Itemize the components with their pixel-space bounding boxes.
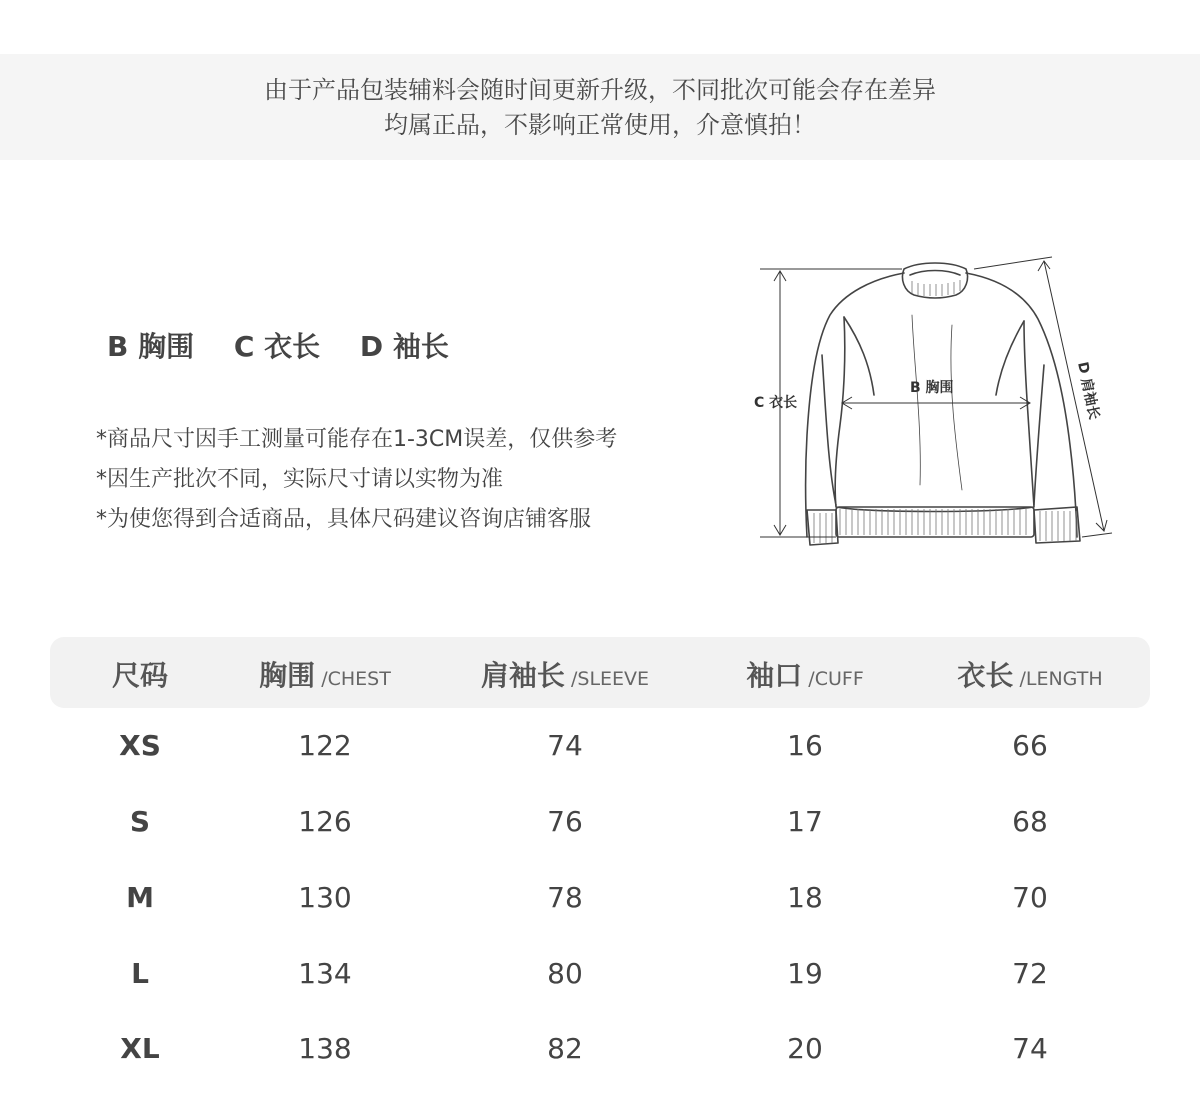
header-length: 衣长 /LENGTH <box>957 659 1103 692</box>
cell-size: M <box>126 881 154 914</box>
body-outline <box>835 317 1034 512</box>
cell-sleeve: 80 <box>547 957 583 990</box>
cell-chest: 134 <box>298 957 352 990</box>
label-chest: B 胸围 <box>910 380 954 396</box>
table-row <box>50 863 1150 939</box>
right-sleeve-outer <box>966 273 1077 537</box>
label-length: C 衣长 <box>754 395 798 411</box>
table-row <box>50 939 1150 1015</box>
legend-sleeve: D 袖长 <box>359 330 449 363</box>
label-sleeve: D 肩袖长 <box>1074 360 1102 422</box>
cell-sleeve: 78 <box>547 881 583 914</box>
notice-banner <box>0 54 1200 160</box>
measurement-legend <box>107 325 479 365</box>
legend-chest: B 胸围 <box>107 330 195 363</box>
cell-length: 66 <box>1012 729 1048 762</box>
legend-length: C 衣长 <box>233 330 321 363</box>
notice-line-1: 由于产品包装辅料会随时间更新升级，不同批次可能会存在差异 <box>264 76 936 104</box>
header-sleeve: 肩袖长 /SLEEVE <box>480 659 650 692</box>
left-cuff <box>807 510 838 545</box>
cell-cuff: 16 <box>787 729 823 762</box>
cell-size: XL <box>120 1032 160 1065</box>
cell-cuff: 19 <box>787 957 823 990</box>
cell-chest: 138 <box>298 1032 352 1065</box>
header-size: 尺码 <box>111 659 168 692</box>
cell-sleeve: 82 <box>547 1032 583 1065</box>
cell-size: XS <box>119 729 161 762</box>
cell-length: 68 <box>1012 805 1048 838</box>
notice-line-2: 均属正品，不影响正常使用，介意慎拍！ <box>384 111 816 139</box>
header-cuff: 袖口 /CUFF <box>746 659 864 692</box>
left-sleeve-outer <box>806 273 905 537</box>
cell-cuff: 17 <box>787 805 823 838</box>
table-row <box>50 1014 1150 1090</box>
cell-cuff: 20 <box>787 1032 823 1065</box>
cell-sleeve: 76 <box>547 805 583 838</box>
cell-chest: 126 <box>298 805 352 838</box>
cell-chest: 122 <box>298 729 352 762</box>
table-row <box>50 711 1150 787</box>
sweater-diagram <box>752 255 1122 555</box>
table-row <box>50 787 1150 863</box>
cell-length: 72 <box>1012 957 1048 990</box>
cell-size: L <box>131 957 149 990</box>
note-3: *为使您得到合适商品，具体尺码建议咨询店铺客服 <box>96 507 592 532</box>
cell-chest: 130 <box>298 881 352 914</box>
cell-cuff: 18 <box>787 881 823 914</box>
rib-texture <box>814 280 1076 543</box>
cell-length: 70 <box>1012 881 1048 914</box>
note-1: *商品尺寸因手工测量可能存在1-3CM误差，仅供参考 <box>96 427 618 452</box>
cell-size: S <box>129 805 151 838</box>
header-chest: 胸围 /CHEST <box>259 659 391 692</box>
right-cuff <box>1034 507 1080 543</box>
size-notes <box>96 420 617 540</box>
cell-sleeve: 74 <box>547 729 583 762</box>
size-table-header <box>50 637 1150 708</box>
cell-length: 74 <box>1012 1032 1048 1065</box>
note-2: *因生产批次不同，实际尺寸请以实物为准 <box>96 467 504 492</box>
